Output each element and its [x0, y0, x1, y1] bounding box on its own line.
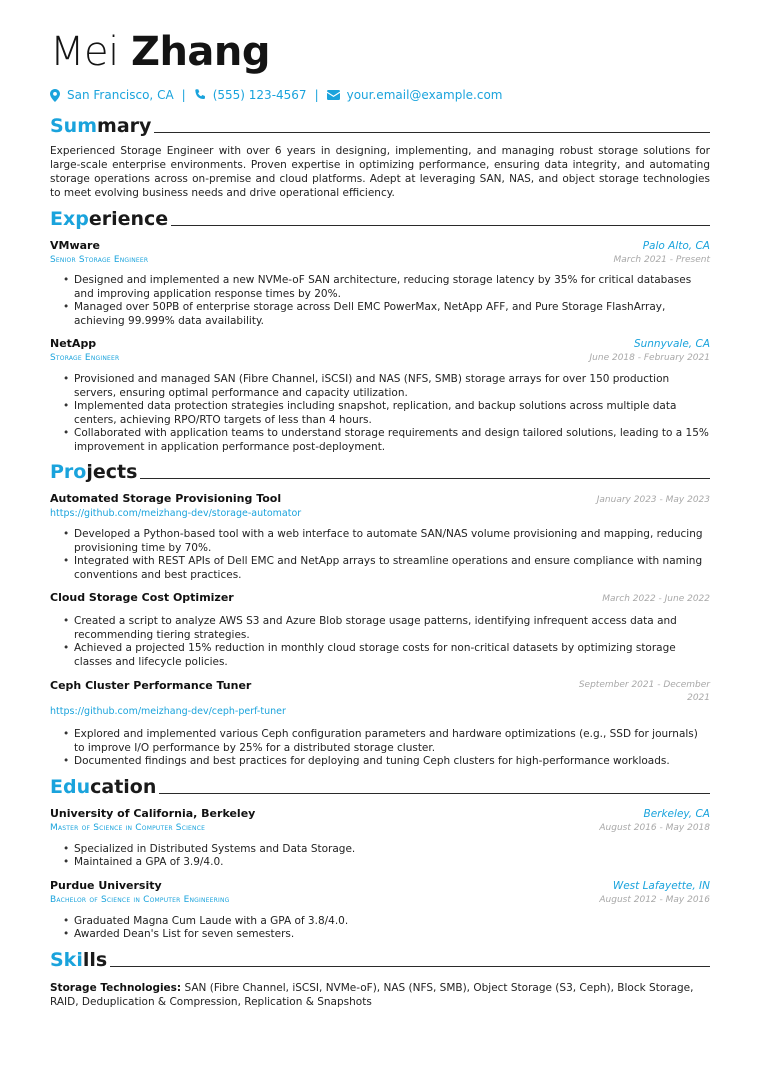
project-entry [50, 590, 710, 669]
skills-storage [50, 981, 710, 1009]
degree: Master of Science in Computer Science [50, 822, 206, 833]
project-entry [50, 678, 710, 769]
section-experience-heading [50, 206, 710, 230]
section-title: Experience [50, 208, 169, 230]
section-rule [154, 132, 710, 133]
school-name: Purdue University [50, 878, 162, 892]
list-item: • Created a script to analyze AWS S3 and Azure Blob storage usage patterns, identifying infrequent access data and recommending tiering strategies. [63, 615, 710, 642]
section-title: Summary [50, 115, 152, 137]
list-item: • Implemented data protection strategies including snapshot, replication, and backup solutions across multiple data centers, achieving RPO/RTO targets of less than 4 hours. [63, 400, 710, 427]
section-title: Projects [50, 461, 138, 483]
contact-line [50, 87, 710, 103]
skills-text: SAN (Fibre Channel, iSCSI, NVMe-oF), NAS (NFS, SMB), Object Storage (S3, Ceph), Block Storage, RAID, Deduplication & Compression, Replication & Snapshots [50, 981, 694, 1008]
education-entry [50, 806, 710, 870]
section-title: Education [50, 775, 157, 798]
job-bullets [50, 274, 710, 328]
job-dates: June 2018 - February 2021 [589, 353, 710, 363]
school-dates: August 2016 - May 2018 [599, 822, 710, 833]
project-dates: January 2023 - May 2023 [596, 495, 710, 505]
job-role: Senior Storage Engineer [50, 255, 149, 265]
contact-email[interactable] [327, 88, 503, 102]
school-location: Berkeley, CA [643, 807, 710, 820]
project-link[interactable]: https://github.com/meizhang-dev/storage-automator [50, 508, 302, 519]
job-entry [50, 238, 710, 328]
project-dates: March 2022 - June 2022 [602, 594, 710, 604]
section-rule [171, 225, 710, 226]
list-item: • Managed over 50PB of enterprise storage across Dell EMC PowerMax, NetApp AFF, and Pure Storage FlashArray, achieving 99.999% data availability. [63, 301, 710, 328]
education-bullets [50, 915, 710, 942]
project-link[interactable]: https://github.com/meizhang-dev/ceph-perf-tuner [50, 706, 286, 717]
envelope-icon [327, 90, 340, 100]
section-rule [159, 793, 710, 794]
project-bullets [50, 728, 710, 769]
map-marker-icon [50, 89, 60, 102]
list-item: • Awarded Dean's List for seven semesters. [63, 928, 710, 942]
contact-separator: | [314, 88, 319, 102]
skills-label: Storage Technologies: [50, 981, 182, 994]
contact-phone[interactable] [194, 88, 307, 102]
job-location: Sunnyvale, CA [633, 338, 710, 350]
job-location: Palo Alto, CA [642, 240, 710, 252]
phone-icon [194, 89, 206, 101]
education-bullets [50, 843, 710, 870]
school-dates: August 2012 - May 2016 [599, 894, 710, 905]
email-text: your.email@example.com [346, 88, 503, 102]
last-name: Zhang [130, 29, 271, 75]
job-entry [50, 336, 710, 454]
project-name: Automated Storage Provisioning Tool [50, 492, 282, 505]
first-name: Mei [50, 29, 119, 75]
project-dates: September 2021 - December 2021 [578, 680, 710, 703]
list-item: • Collaborated with application teams to understand storage requirements and design tailored solutions, leading to a 15% improvement in application performance post-deployment. [63, 427, 710, 454]
company-name: VMware [50, 239, 100, 252]
contact-separator: | [181, 88, 186, 102]
list-item: • Maintained a GPA of 3.9/4.0. [63, 856, 710, 870]
list-item: • Documented findings and best practices for deploying and tuning Ceph clusters for high-performance workloads. [63, 755, 710, 769]
project-entry [50, 491, 710, 582]
list-item: • Provisioned and managed SAN (Fibre Channel, iSCSI) and NAS (NFS, SMB) storage arrays for over 150 production servers, ensuring optimal performance and capacity utilization. [63, 373, 710, 400]
list-item: • Designed and implemented a new NVMe-oF SAN architecture, reducing storage latency by 35% for critical databases and improving application response times by 20%. [63, 274, 710, 301]
list-item: • Achieved a projected 15% reduction in monthly cloud storage costs for non-critical datasets by optimizing storage classes and lifecycle policies. [63, 642, 710, 669]
project-name: Cloud Storage Cost Optimizer [50, 591, 234, 604]
project-bullets [50, 528, 710, 582]
list-item: • Specialized in Distributed Systems and Data Storage. [63, 843, 710, 857]
section-skills-heading [50, 947, 710, 971]
section-title: Skills [50, 948, 108, 971]
project-bullets [50, 615, 710, 669]
education-entry [50, 878, 710, 942]
section-rule [140, 478, 710, 479]
project-name: Ceph Cluster Performance Tuner [50, 679, 252, 692]
job-role: Storage Engineer [50, 353, 120, 363]
list-item: • Explored and implemented various Ceph configuration parameters and hardware optimizations (e.g., SSD for journals) to improve I/O performance by 25% for a distributed storage cluster. [63, 728, 710, 755]
contact-location [50, 88, 174, 102]
company-name: NetApp [50, 337, 97, 350]
job-bullets [50, 373, 710, 454]
list-item: • Graduated Magna Cum Laude with a GPA of 3.8/4.0. [63, 915, 710, 929]
section-summary-heading [50, 113, 710, 137]
section-education-heading [50, 774, 710, 798]
location-text: San Francisco, CA [67, 88, 174, 102]
section-rule [110, 966, 710, 967]
candidate-name [50, 28, 710, 76]
section-projects-heading [50, 459, 710, 483]
summary-text: Experienced Storage Engineer with over 6 years in designing, implementing, and managing robust storage solutions for large-scale enterprise environments. Proven expertise in optimizing performance, ensuring data integrity, and automating storage operations across on-premise and cloud platforms. Adept at leveraging SAN, NAS, and object storage technologies to meet evolving business needs and drive operational efficiency. [50, 145, 710, 199]
job-dates: March 2021 - Present [613, 255, 710, 265]
list-item: • Developed a Python-based tool with a web interface to automate SAN/NAS volume provisioning and mapping, reducing provisioning time by 70%. [63, 528, 710, 555]
phone-text: (555) 123-4567 [212, 88, 307, 102]
school-name: University of California, Berkeley [50, 806, 256, 820]
school-location: West Lafayette, IN [612, 879, 710, 892]
list-item: • Integrated with REST APIs of Dell EMC and NetApp arrays to streamline operations and ensure compliance with naming conventions and best practices. [63, 555, 710, 582]
degree: Bachelor of Science in Computer Engineering [50, 894, 230, 905]
